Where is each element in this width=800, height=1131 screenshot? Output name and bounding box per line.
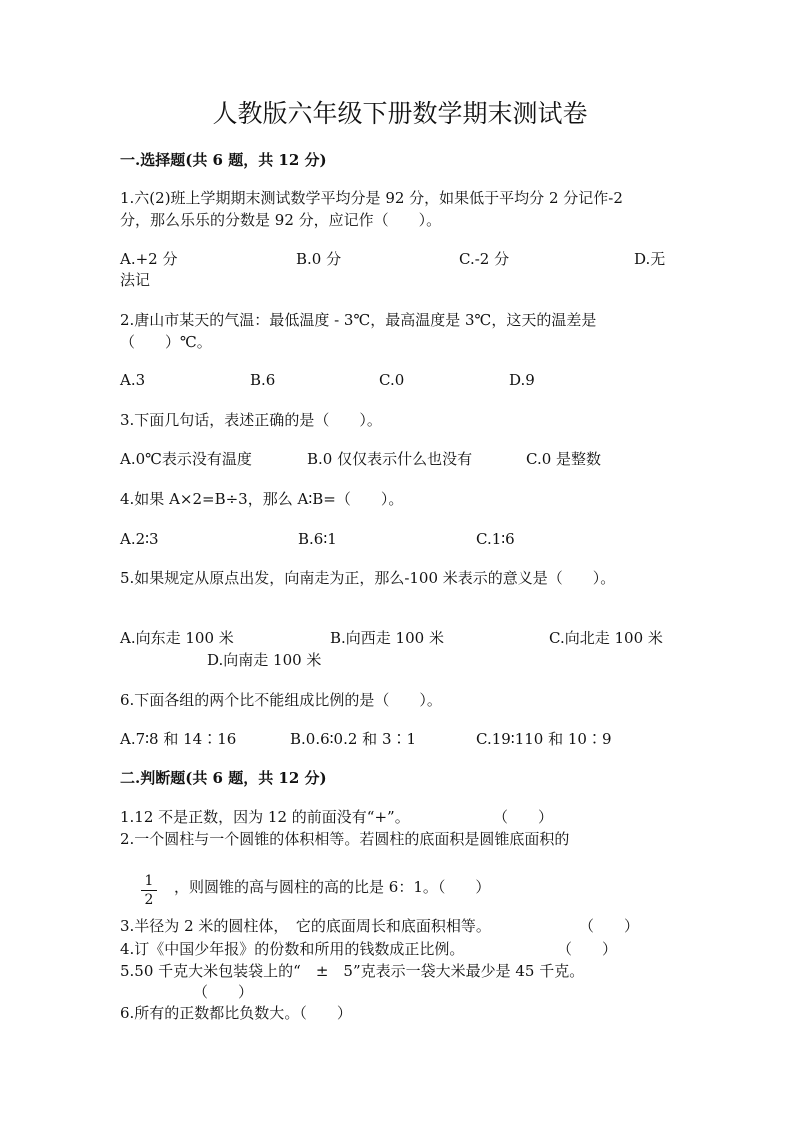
question-2-option-d: D.9 [509,371,535,389]
question-2-line1: 2.唐山市某天的气温：最低温度 - 3℃，最高温度是 3℃，这天的温差是 [120,311,597,329]
fraction-denominator: 2 [144,892,154,908]
judgement-3-text: 3.半径为 2 米的圆柱体， 它的底面周长和底面积相等。 [120,917,491,935]
question-2-line2: （ ）℃。 [120,333,212,351]
question-2-option-a: A.3 [120,371,146,389]
question-1-line1: 1.六(2)班上学期期末测试数学平均分是 92 分，如果低于平均分 2 分记作-2 [120,189,623,207]
question-1-option-b: B.0 分 [296,250,342,268]
question-6-option-a: A.7∶8 和 14∶16 [120,730,237,748]
judgement-6-text: 6.所有的正数都比负数大。（ ） [120,1004,352,1022]
section-heading-judgement: 二.判断题(共 6 题，共 12 分) [120,769,327,787]
judgement-4-blank: （ ） [557,940,618,958]
question-4-option-a: A.2∶3 [120,530,159,548]
question-3-line1: 3.下面几句话，表述正确的是（ ）。 [120,411,382,429]
question-5-option-b: B.向西走 100 米 [330,629,444,647]
question-1-option-c: C.-2 分 [459,250,510,268]
question-6-line1: 6.下面各组的两个比不能组成比例的是（ ）。 [120,691,442,709]
question-6-option-b: B.0.6∶0.2 和 3∶1 [290,730,417,748]
question-5-option-d: D.向南走 100 米 [207,651,322,669]
judgement-2-line1: 2.一个圆柱与一个圆锥的体积相等。若圆柱的底面积是圆锥底面积的 [120,830,570,848]
one-half-fraction [141,873,157,908]
question-5-line1: 5.如果规定从原点出发，向南走为正，那么-100 米表示的意义是（ ）。 [120,569,616,587]
question-1-option-a: A.+2 分 [120,250,178,268]
page-title: 人教版六年级下册数学期末测试卷 [212,99,588,128]
judgement-5-text: 5.50 千克大米包装袋上的“ ± 5”克表示一袋大米最少是 45 千克。 [120,962,585,980]
question-2-option-c: C.0 [379,371,405,389]
question-4-option-b: B.6∶1 [298,530,337,548]
fraction-numerator: 1 [141,873,157,891]
judgement-5-blank: （ ） [193,983,254,1001]
judgement-1-blank: （ ） [493,808,554,826]
question-3-option-a: A.0℃表示没有温度 [120,450,252,468]
question-2-option-b: B.6 [250,371,276,389]
question-4-option-c: C.1∶6 [476,530,515,548]
question-4-line1: 4.如果 A×2=B÷3，那么 A∶B=（ ）。 [120,490,404,508]
judgement-2-line2: ，则圆锥的高与圆柱的高的比是 6：1。（ ） [174,878,491,896]
question-3-option-b: B.0 仅仅表示什么也没有 [307,450,473,468]
question-5-option-a: A.向东走 100 米 [120,629,234,647]
section-heading-choice: 一.选择题(共 6 题，共 12 分) [120,151,327,169]
judgement-1-text: 1.12 不是正数，因为 12 的前面没有“+”。 [120,808,410,826]
question-5-option-c: C.向北走 100 米 [549,629,663,647]
question-6-option-c: C.19∶110 和 10∶9 [476,730,612,748]
judgement-3-blank: （ ） [579,917,640,935]
question-1-line2: 分，那么乐乐的分数是 92 分，应记作（ ）。 [120,211,442,229]
judgement-4-text: 4.订《中国少年报》的份数和所用的钱数成正比例。 [120,940,465,958]
question-1-option-d-wrap: 法记 [120,271,151,289]
question-3-option-c: C.0 是整数 [526,450,602,468]
question-1-option-d: D.无 [634,250,666,268]
